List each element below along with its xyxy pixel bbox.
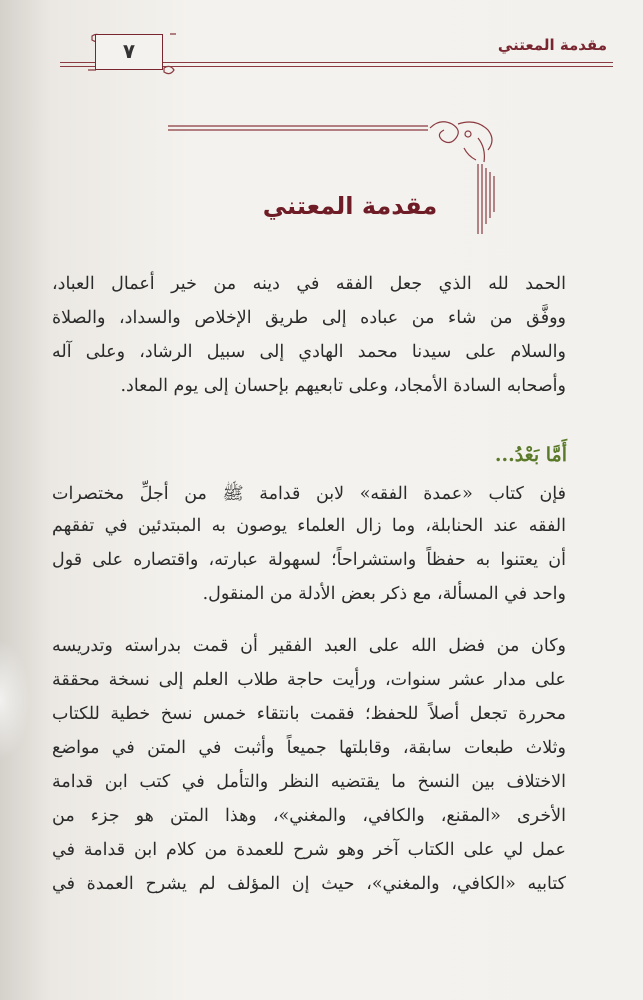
paragraph-1-line-4: وأصحابه السادة الأمجاد، وعلى تابعيهم بإحسان إلى يوم المعاد. bbox=[120, 376, 566, 396]
chapter-title: مقدمة المعتني bbox=[262, 192, 438, 220]
running-head-title: مقدمة المعتني bbox=[497, 36, 607, 54]
paragraph-1-line-2: ووفَّق من شاء من عباده إلى طريق الإخلاص والسداد، والصلاة bbox=[52, 308, 566, 328]
paragraph-3-line-8: كتابيه «الكافي، والمغني»، حيث إن المؤلف لم يشرح العمدة في bbox=[52, 874, 566, 894]
paragraph-3-line-7: عمل لي على الكتاب آخر وهو شرح للعمدة من كلام ابن قدامة في bbox=[52, 840, 566, 860]
paragraph-2-line-4: واحد في المسألة، مع ذكر بعض الأدلة من المنقول. bbox=[202, 584, 566, 604]
paragraph-3-line-3: محررة تجعل أصلاً للحفظ؛ فقمت بانتقاء خمس نسخ خطية للكتاب bbox=[52, 704, 566, 724]
paragraph-2-line-3: أن يعتنوا به حفظاً واستشراحاً؛ لسهولة عبارته، واقتصاره على قول bbox=[52, 550, 566, 570]
paragraph-2-line-1: فإن كتاب «عمدة الفقه» لابن قدامة ﷺ من أجلِّ مختصرات bbox=[52, 484, 566, 504]
section-label: أَمَّا بَعْدُ... bbox=[494, 444, 567, 466]
paragraph-3-line-6: الأخرى «المقنع، والكافي، والمغني»، وهذا المتن هو جزء من bbox=[52, 806, 566, 826]
paragraph-3-line-4: وثلاث طبعات سابقة، وقابلتها جميعاً وأثبت في المتن في مواضع bbox=[52, 738, 566, 758]
page-curl-highlight bbox=[0, 640, 30, 760]
paragraph-3-line-2: على مدار عشر سنوات، ورأيت حاجة طلاب العلم إلى نسخة محققة bbox=[52, 670, 566, 690]
paragraph-1-line-1: الحمد لله الذي جعل الفقه في دينه من خير أعمال العباد، bbox=[52, 274, 566, 294]
page-number: ٧ bbox=[95, 34, 163, 70]
paragraph-1-line-3: والسلام على سيدنا محمد الهادي إلى سبيل الرشاد، وعلى آله bbox=[52, 342, 566, 362]
paragraph-3-line-1: وكان من فضل الله على العبد الفقير أن قمت بدراسته وتدريسه bbox=[52, 636, 566, 656]
paragraph-3-line-5: الاختلاف بين النسخ ما يقتضيه النظر والتأمل في كتب ابن قدامة bbox=[52, 772, 566, 792]
paragraph-2-line-2: الفقه عند الحنابلة، وما زال العلماء يوصون به المبتدئين في تفقهم bbox=[52, 516, 566, 536]
heading-frame-ornament-icon bbox=[168, 118, 518, 238]
